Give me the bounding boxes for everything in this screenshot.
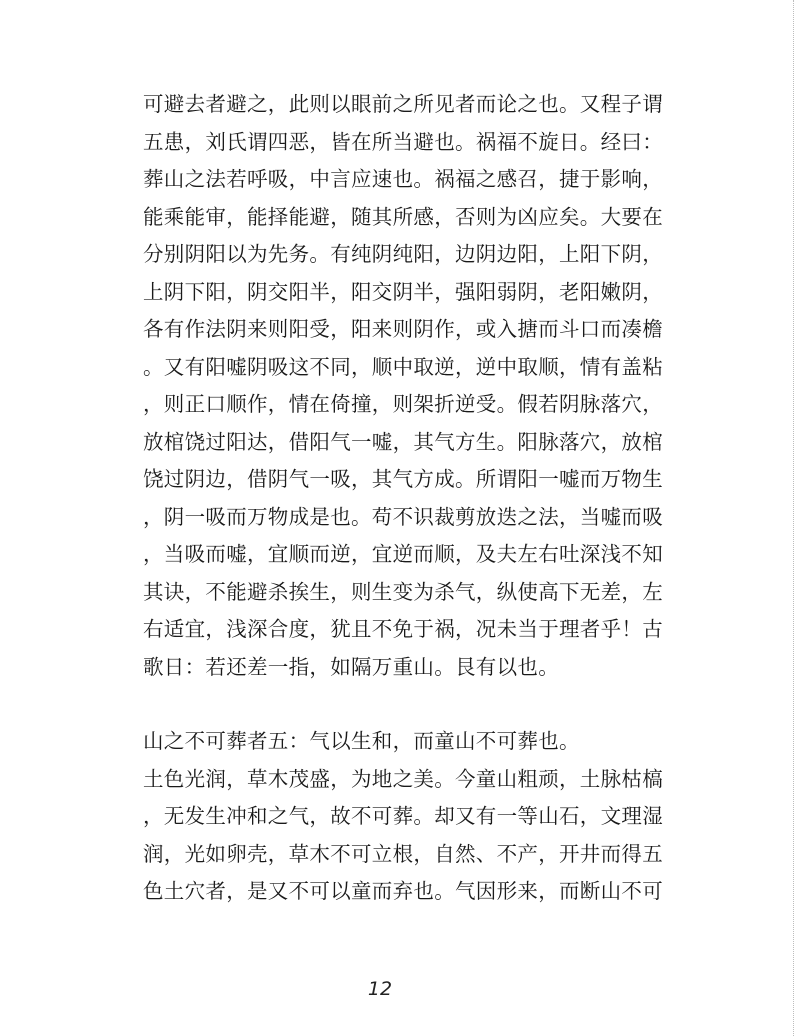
text-line: 放棺饶过阳达，借阳气一嘘，其气方生。阳脉落穴，放棺	[143, 429, 663, 454]
page-edge-divider	[793, 0, 794, 1036]
text-line: 饶过阴边，借阴气一吸，其气方成。所谓阳一嘘而万物生	[143, 467, 663, 491]
text-line: 山之不可葬者五：气以生和，而童山不可葬也。	[143, 729, 580, 753]
text-line: 。又有阳嘘阴吸这不同，顺中取逆，逆中取顺，情有盖粘	[143, 354, 663, 379]
text-line: 葬山之法若呼吸，中言应速也。祸福之感召，捷于影响，	[143, 167, 663, 191]
text-line: 润，光如卵壳，草木不可立根，自然、不产，开井而得五	[143, 841, 663, 866]
text-line: 右适宜，浅深合度，犹且不免于祸，况未当于理者乎！古	[143, 617, 663, 641]
text-line: 上阴下阳，阴交阳半，阳交阴半，强阳弱阴，老阳嫩阴，	[143, 279, 663, 304]
text-line: ，当吸而嘘，宜顺而逆，宜逆而顺，及夫左右吐深浅不知	[143, 542, 663, 566]
text-line: 色土穴者，是又不可以童而弃也。气因形来，而断山不可	[143, 879, 663, 903]
text-line: ，则正口顺作，情在倚撞，则架折逆受。假若阴脉落穴，	[143, 392, 663, 416]
paragraph-1	[143, 86, 663, 686]
text-line: 可避去者避之，此则以眼前之所见者而论之也。又程子谓	[143, 92, 663, 116]
text-line: 能乘能审，能择能避，随其所感，否则为凶应矣。大要在	[143, 204, 663, 229]
text-line: 土色光润，草木茂盛，为地之美。今童山粗顽，土脉枯槁	[143, 766, 663, 791]
body-text	[143, 86, 663, 911]
page-number: 12	[367, 978, 393, 1000]
text-line: 其诀，不能避杀挨生，则生变为杀气，纵使高下无差，左	[143, 579, 663, 604]
paragraph-2	[143, 723, 663, 911]
text-line: ，阴一吸而万物成是也。苟不识裁剪放迭之法，当嘘而吸	[143, 504, 663, 529]
text-line: 各有作法阴来则阳受，阳来则阴作，或入搪而斗口而凑檐	[143, 317, 663, 341]
text-line: 分别阴阳以为先务。有纯阴纯阳，边阴边阳，上阳下阴，	[143, 242, 663, 266]
paragraph-spacer	[143, 686, 643, 723]
text-line: 五患，刘氏谓四恶，皆在所当避也。祸福不旋日。经曰：	[143, 129, 663, 154]
text-line: ，无发生冲和之气，故不可葬。却又有一等山石，文理湿	[143, 804, 663, 828]
text-line: 歌日：若还差一指，如隔万重山。艮有以也。	[143, 654, 559, 679]
